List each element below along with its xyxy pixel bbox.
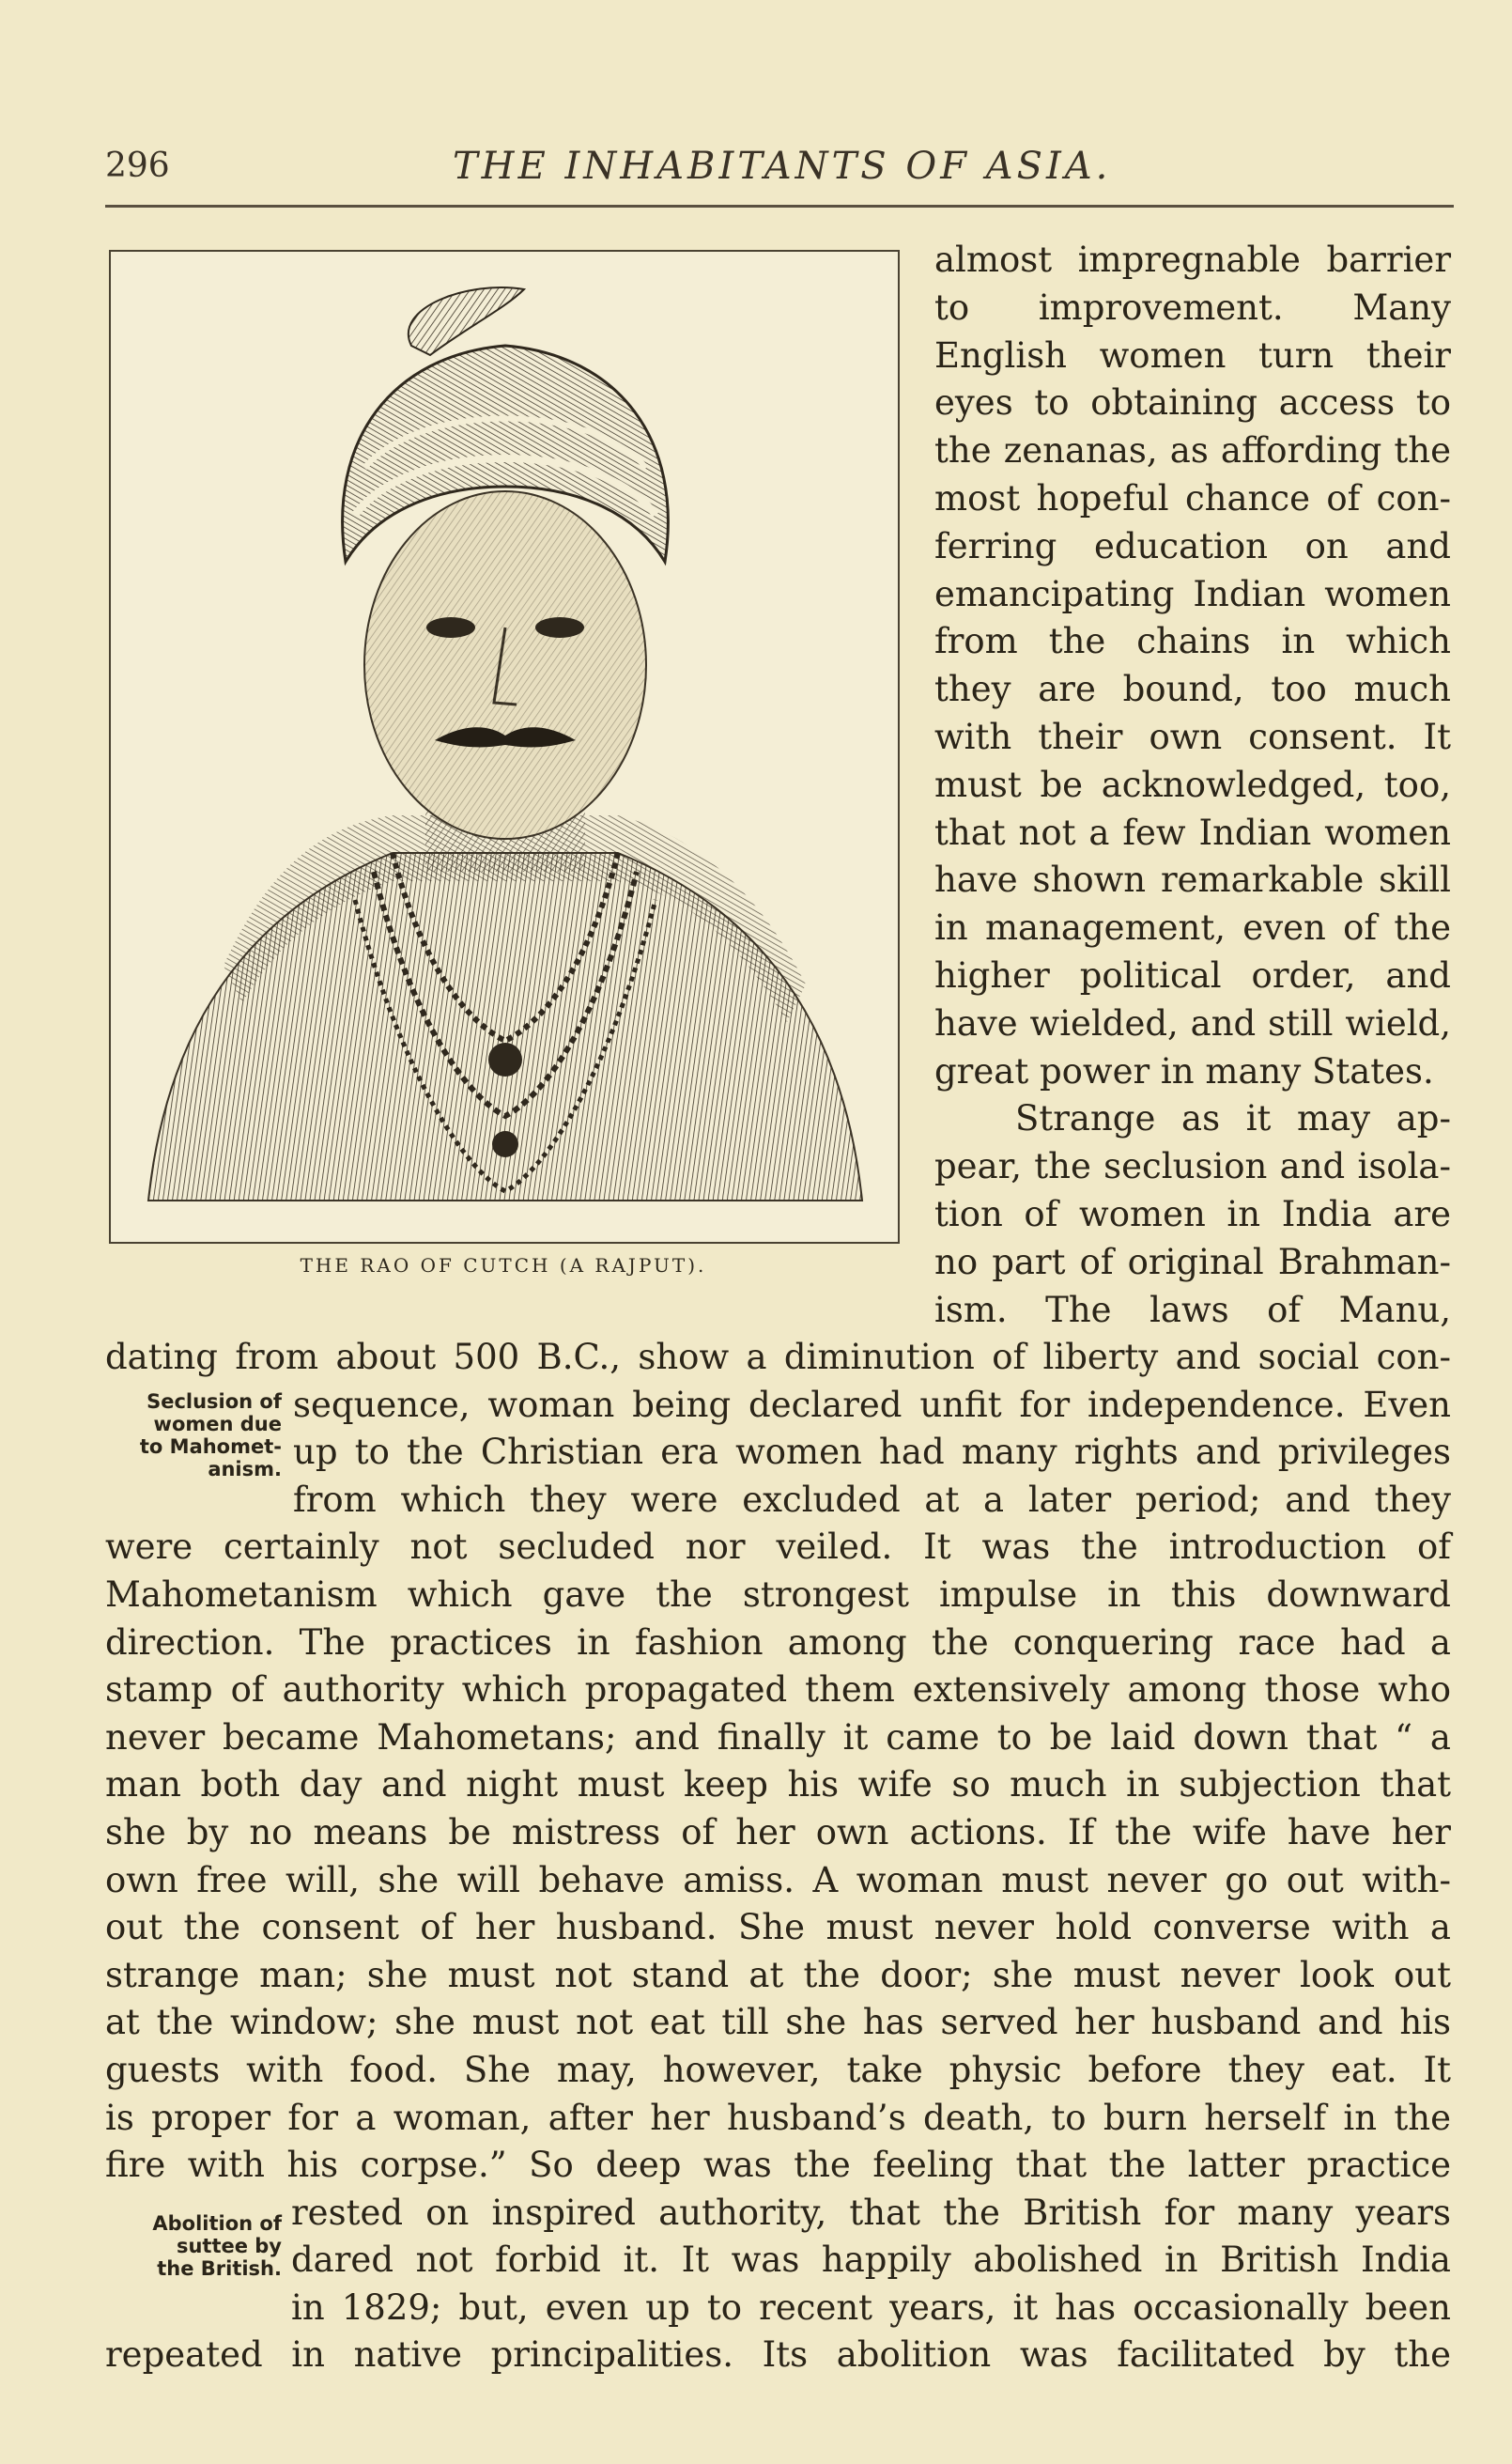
text-line: strange man; she must not stand at the door; she must never look out bbox=[105, 1954, 1451, 1995]
portrait-engraving bbox=[109, 250, 900, 1244]
text-line: rested on inspired authority, that the British for many years bbox=[291, 2192, 1451, 2233]
text-line: English women turn their bbox=[934, 334, 1451, 376]
text-line: guests with food. She may, however, take physic before they eat. It bbox=[105, 2049, 1451, 2090]
margin-note-seclusion bbox=[94, 1390, 282, 1480]
text-line: have shown remarkable skill bbox=[934, 860, 1451, 901]
text-line: direction. The practices in fashion among the conquering race had a bbox=[105, 1621, 1451, 1663]
text-line: higher political order, and bbox=[934, 954, 1451, 996]
text-line: up to the Christian era women had many rights and privileges bbox=[293, 1432, 1451, 1473]
margin-note-line: Seclusion of bbox=[147, 1390, 282, 1413]
page-number: 296 bbox=[105, 147, 170, 185]
text-line: were certainly not secluded nor veiled. It was the introduction of bbox=[105, 1526, 1451, 1568]
text-line: that not a few Indian women bbox=[934, 812, 1451, 853]
text-line: in management, even of the bbox=[934, 907, 1451, 949]
text-line: is proper for a woman, after her husband’s death, to burn herself in the bbox=[105, 2097, 1451, 2138]
margin-note-line: suttee by bbox=[176, 2235, 282, 2257]
text-line: almost impregnable barrier bbox=[934, 240, 1451, 280]
margin-note-abolition bbox=[94, 2212, 282, 2280]
text-line: she by no means be mistress of her own actions. If the wife have her bbox=[105, 1811, 1451, 1852]
text-line: from which they were excluded at a later period; and they bbox=[293, 1479, 1451, 1520]
text-line: fire with his corpse.” So deep was the feeling that the latter practice bbox=[105, 2145, 1451, 2186]
text-line: eyes to obtaining access to bbox=[934, 382, 1451, 424]
margin-note-line: Abolition of bbox=[152, 2212, 282, 2235]
body-text bbox=[105, 1334, 1451, 2379]
text-line: sequence, woman being declared unfit for independence. Even bbox=[293, 1384, 1451, 1425]
margin-note-line: women due bbox=[153, 1413, 282, 1435]
text-line: no part of original Brahman- bbox=[934, 1241, 1451, 1282]
text-line: tion of women in India are bbox=[934, 1193, 1451, 1234]
text-line: Strange as it may ap- bbox=[1015, 1098, 1451, 1139]
text-line: ferring education on and bbox=[934, 525, 1451, 566]
page-header bbox=[105, 141, 1448, 197]
text-line: ism. The laws of Manu, bbox=[934, 1289, 1451, 1330]
margin-note-line: the British. bbox=[157, 2257, 282, 2280]
text-line: they are bound, too much bbox=[934, 669, 1451, 710]
text-line: out the consent of her husband. She must never hold converse with a bbox=[105, 1907, 1451, 1948]
text-line: with their own consent. It bbox=[934, 716, 1451, 757]
header-rule bbox=[105, 205, 1454, 208]
text-line: the zenanas, as affording the bbox=[934, 430, 1451, 472]
text-line: stamp of authority which propagated them extensively among those who bbox=[105, 1669, 1451, 1711]
text-line: in 1829; but, even up to recent years, it has occasionally been bbox=[291, 2286, 1451, 2328]
text-line: great power in many States. bbox=[934, 1050, 1434, 1092]
column-text bbox=[934, 237, 1451, 1334]
text-line: dating from about 500 B.C., show a diminution of liberty and social con- bbox=[105, 1337, 1451, 1377]
text-line: never became Mahometans; and finally it came to be laid down that “ a bbox=[105, 1716, 1451, 1758]
text-line: own free will, she will behave amiss. A woman must never go out with- bbox=[105, 1859, 1451, 1900]
text-line: pear, the seclusion and isola- bbox=[934, 1146, 1451, 1187]
margin-note-line: anism. bbox=[208, 1458, 282, 1480]
text-line: repeated in native principalities. Its abolition was facilitated by the bbox=[105, 2334, 1451, 2376]
text-line: from the chains in which bbox=[934, 621, 1451, 662]
text-line: at the window; she must not eat till she has served her husband and his bbox=[105, 2002, 1451, 2043]
figure-caption: THE RAO OF CUTCH (A RAJPUT). bbox=[300, 1254, 707, 1277]
text-line: man both day and night must keep his wife so much in subjection that bbox=[105, 1764, 1451, 1805]
text-line: Mahometanism which gave the strongest impulse in this downward bbox=[105, 1573, 1451, 1615]
portrait-illustration bbox=[111, 252, 898, 1242]
text-line: must be acknowledged, too, bbox=[934, 764, 1451, 805]
running-title: THE INHABITANTS OF ASIA. bbox=[453, 145, 1112, 188]
text-line: most hopeful chance of con- bbox=[934, 477, 1451, 519]
text-line: to improvement. Many bbox=[934, 287, 1451, 328]
text-line: dared not forbid it. It was happily abolished in British India bbox=[291, 2239, 1451, 2281]
margin-note-line: to Mahomet- bbox=[139, 1435, 282, 1458]
text-line: emancipating Indian women bbox=[934, 573, 1451, 614]
text-line: have wielded, and still wield, bbox=[934, 1002, 1451, 1044]
